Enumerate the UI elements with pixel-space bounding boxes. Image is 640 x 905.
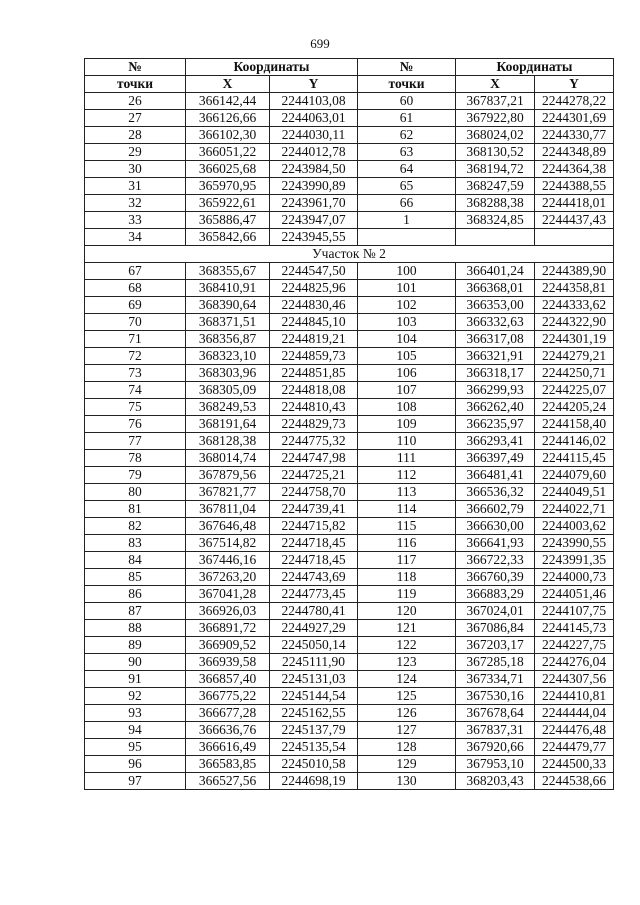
table-row <box>85 416 614 433</box>
y-left-cell: 2245144,54 <box>270 688 358 705</box>
y-right-cell: 2244279,21 <box>535 348 614 365</box>
y-left-cell: 2245135,54 <box>270 739 358 756</box>
x-right-cell: 366332,63 <box>456 314 535 331</box>
point-number-right-cell: 116 <box>358 535 456 552</box>
y-left-cell: 2245010,58 <box>270 756 358 773</box>
y-right-cell: 2244003,62 <box>535 518 614 535</box>
point-number-left-cell: 33 <box>85 212 186 229</box>
x-right-cell: 368130,52 <box>456 144 535 161</box>
point-number-left-cell: 69 <box>85 297 186 314</box>
x-left-cell: 366775,22 <box>186 688 270 705</box>
table-row <box>85 127 614 144</box>
point-label-right: точки <box>358 76 456 93</box>
x-right-cell <box>456 229 535 246</box>
x-right-cell: 367953,10 <box>456 756 535 773</box>
point-number-right-cell: 105 <box>358 348 456 365</box>
point-number-right-cell: 121 <box>358 620 456 637</box>
point-number-left-cell: 34 <box>85 229 186 246</box>
y-right-cell: 2244022,71 <box>535 501 614 518</box>
table-row <box>85 501 614 518</box>
y-right-cell: 2244479,77 <box>535 739 614 756</box>
point-number-right-cell: 62 <box>358 127 456 144</box>
y-left-cell: 2244829,73 <box>270 416 358 433</box>
table-row <box>85 518 614 535</box>
table-row <box>85 110 614 127</box>
point-number-right-cell: 115 <box>358 518 456 535</box>
x-left-cell: 367446,16 <box>186 552 270 569</box>
x-left-cell: 366677,28 <box>186 705 270 722</box>
y-left-cell: 2244773,45 <box>270 586 358 603</box>
y-right-cell: 2244301,69 <box>535 110 614 127</box>
x-right-cell: 367837,21 <box>456 93 535 110</box>
point-number-right-cell: 117 <box>358 552 456 569</box>
point-number-right-cell: 112 <box>358 467 456 484</box>
point-number-left-cell: 81 <box>85 501 186 518</box>
point-number-left-cell: 96 <box>85 756 186 773</box>
table-row <box>85 178 614 195</box>
point-number-left-cell: 76 <box>85 416 186 433</box>
y-right-cell: 2244538,66 <box>535 773 614 790</box>
y-right-cell: 2244476,48 <box>535 722 614 739</box>
point-number-left-cell: 32 <box>85 195 186 212</box>
x-right-cell: 367086,84 <box>456 620 535 637</box>
point-number-left-cell: 26 <box>85 93 186 110</box>
y-left-cell: 2245111,90 <box>270 654 358 671</box>
x-right-cell: 366630,00 <box>456 518 535 535</box>
point-label-left: точки <box>85 76 186 93</box>
x-right-cell: 366293,41 <box>456 433 535 450</box>
point-number-header-right: № <box>358 59 456 76</box>
y-right-cell: 2244146,02 <box>535 433 614 450</box>
table-row <box>85 382 614 399</box>
table-row <box>85 93 614 110</box>
point-number-right-cell: 129 <box>358 756 456 773</box>
point-number-right-cell <box>358 229 456 246</box>
y-right-cell: 2244358,81 <box>535 280 614 297</box>
y-left-cell: 2243984,50 <box>270 161 358 178</box>
y-right-cell: 2244079,60 <box>535 467 614 484</box>
coordinates-header-right: Координаты <box>456 59 614 76</box>
y-left-cell: 2244739,41 <box>270 501 358 518</box>
point-number-right-cell: 102 <box>358 297 456 314</box>
point-number-left-cell: 82 <box>85 518 186 535</box>
x-left-cell: 366891,72 <box>186 620 270 637</box>
y-left-cell: 2244718,45 <box>270 535 358 552</box>
y-left-cell: 2243961,70 <box>270 195 358 212</box>
point-number-left-cell: 28 <box>85 127 186 144</box>
y-left-cell: 2245137,79 <box>270 722 358 739</box>
x-left-cell: 366616,49 <box>186 739 270 756</box>
table-row <box>85 263 614 280</box>
point-number-right-cell: 125 <box>358 688 456 705</box>
table-row <box>85 348 614 365</box>
x-left-cell: 368249,53 <box>186 399 270 416</box>
y-left-cell: 2243945,55 <box>270 229 358 246</box>
y-right-cell: 2244278,22 <box>535 93 614 110</box>
point-number-right-cell: 60 <box>358 93 456 110</box>
x-right-cell: 368324,85 <box>456 212 535 229</box>
point-number-left-cell: 95 <box>85 739 186 756</box>
x-right-cell: 367837,31 <box>456 722 535 739</box>
point-number-right-cell: 127 <box>358 722 456 739</box>
x-left-cell: 368014,74 <box>186 450 270 467</box>
point-number-left-cell: 92 <box>85 688 186 705</box>
x-right-cell: 366481,41 <box>456 467 535 484</box>
x-left-cell: 366583,85 <box>186 756 270 773</box>
x-left-cell: 368371,51 <box>186 314 270 331</box>
x-right-cell: 367334,71 <box>456 671 535 688</box>
x-left-cell: 365886,47 <box>186 212 270 229</box>
y-right-cell: 2244145,73 <box>535 620 614 637</box>
x-right-cell: 367530,16 <box>456 688 535 705</box>
x-left-cell: 366926,03 <box>186 603 270 620</box>
x-left-cell: 368390,64 <box>186 297 270 314</box>
table-row <box>85 484 614 501</box>
point-number-right-cell: 65 <box>358 178 456 195</box>
x-left-cell: 367646,48 <box>186 518 270 535</box>
x-left-cell: 366939,58 <box>186 654 270 671</box>
x-right-cell: 368024,02 <box>456 127 535 144</box>
y-right-cell: 2243991,35 <box>535 552 614 569</box>
point-number-right-cell: 64 <box>358 161 456 178</box>
table-row <box>85 161 614 178</box>
point-number-left-cell: 75 <box>85 399 186 416</box>
point-number-left-cell: 70 <box>85 314 186 331</box>
y-left-cell: 2244818,08 <box>270 382 358 399</box>
table-row <box>85 586 614 603</box>
point-number-left-cell: 78 <box>85 450 186 467</box>
y-right-cell: 2244107,75 <box>535 603 614 620</box>
point-number-left-cell: 31 <box>85 178 186 195</box>
x-left-cell: 366102,30 <box>186 127 270 144</box>
y-left-cell: 2244758,70 <box>270 484 358 501</box>
y-header-right: Y <box>535 76 614 93</box>
y-header-left: Y <box>270 76 358 93</box>
y-left-cell: 2244030,11 <box>270 127 358 144</box>
x-right-cell: 366602,79 <box>456 501 535 518</box>
x-left-cell: 366636,76 <box>186 722 270 739</box>
y-left-cell: 2244819,21 <box>270 331 358 348</box>
y-right-cell: 2244250,71 <box>535 365 614 382</box>
table-row <box>85 195 614 212</box>
y-right-cell: 2244418,01 <box>535 195 614 212</box>
table-row <box>85 331 614 348</box>
point-number-right-cell: 126 <box>358 705 456 722</box>
y-left-cell: 2245050,14 <box>270 637 358 654</box>
point-number-left-cell: 73 <box>85 365 186 382</box>
point-number-header-left: № <box>85 59 186 76</box>
y-left-cell: 2244845,10 <box>270 314 358 331</box>
y-right-cell: 2244049,51 <box>535 484 614 501</box>
x-right-cell: 367920,66 <box>456 739 535 756</box>
x-left-cell: 368355,67 <box>186 263 270 280</box>
y-left-cell: 2244698,19 <box>270 773 358 790</box>
x-left-cell: 366909,52 <box>186 637 270 654</box>
y-left-cell: 2244927,29 <box>270 620 358 637</box>
y-right-cell: 2244158,40 <box>535 416 614 433</box>
y-left-cell: 2244063,01 <box>270 110 358 127</box>
table-row <box>85 569 614 586</box>
table-row <box>85 688 614 705</box>
y-left-cell: 2244547,50 <box>270 263 358 280</box>
point-number-right-cell: 103 <box>358 314 456 331</box>
coordinates-table <box>84 58 614 790</box>
y-right-cell: 2244364,38 <box>535 161 614 178</box>
point-number-left-cell: 84 <box>85 552 186 569</box>
y-right-cell: 2244437,43 <box>535 212 614 229</box>
table-row <box>85 280 614 297</box>
point-number-left-cell: 89 <box>85 637 186 654</box>
y-right-cell: 2244333,62 <box>535 297 614 314</box>
point-number-right-cell: 123 <box>358 654 456 671</box>
y-right-cell: 2244348,89 <box>535 144 614 161</box>
x-right-cell: 368247,59 <box>456 178 535 195</box>
x-right-cell: 367678,64 <box>456 705 535 722</box>
x-left-cell: 365970,95 <box>186 178 270 195</box>
x-left-cell: 367811,04 <box>186 501 270 518</box>
point-number-left-cell: 91 <box>85 671 186 688</box>
point-number-right-cell: 119 <box>358 586 456 603</box>
y-right-cell: 2244301,19 <box>535 331 614 348</box>
point-number-right-cell: 130 <box>358 773 456 790</box>
header-row-sub <box>85 76 614 93</box>
y-left-cell: 2244830,46 <box>270 297 358 314</box>
table-row <box>85 756 614 773</box>
table-row <box>85 671 614 688</box>
point-number-left-cell: 74 <box>85 382 186 399</box>
x-right-cell: 366641,93 <box>456 535 535 552</box>
x-right-cell: 366722,33 <box>456 552 535 569</box>
page-number: 699 <box>310 36 330 51</box>
x-right-cell: 367285,18 <box>456 654 535 671</box>
y-left-cell: 2244725,21 <box>270 467 358 484</box>
x-left-cell: 367879,56 <box>186 467 270 484</box>
table-row <box>85 399 614 416</box>
x-left-cell: 366527,56 <box>186 773 270 790</box>
point-number-right-cell: 1 <box>358 212 456 229</box>
point-number-right-cell: 109 <box>358 416 456 433</box>
x-left-cell: 365842,66 <box>186 229 270 246</box>
y-right-cell: 2244115,45 <box>535 450 614 467</box>
y-left-cell: 2244103,08 <box>270 93 358 110</box>
coordinates-header-left: Координаты <box>186 59 358 76</box>
x-right-cell: 366299,93 <box>456 382 535 399</box>
x-header-right: X <box>456 76 535 93</box>
x-left-cell: 368410,91 <box>186 280 270 297</box>
point-number-left-cell: 94 <box>85 722 186 739</box>
point-number-right-cell: 61 <box>358 110 456 127</box>
x-left-cell: 368191,64 <box>186 416 270 433</box>
point-number-right-cell: 63 <box>358 144 456 161</box>
x-right-cell: 366353,00 <box>456 297 535 314</box>
table-row <box>85 144 614 161</box>
table-row <box>85 365 614 382</box>
point-number-left-cell: 90 <box>85 654 186 671</box>
x-right-cell: 368194,72 <box>456 161 535 178</box>
y-right-cell: 2244276,04 <box>535 654 614 671</box>
y-right-cell: 2244500,33 <box>535 756 614 773</box>
y-left-cell: 2244743,69 <box>270 569 358 586</box>
x-right-cell: 366317,08 <box>456 331 535 348</box>
section-title: Участок № 2 <box>85 246 614 263</box>
point-number-right-cell: 101 <box>358 280 456 297</box>
y-left-cell: 2244718,45 <box>270 552 358 569</box>
y-right-cell: 2244227,75 <box>535 637 614 654</box>
point-number-right-cell: 120 <box>358 603 456 620</box>
x-left-cell: 366857,40 <box>186 671 270 688</box>
point-number-right-cell: 122 <box>358 637 456 654</box>
point-number-left-cell: 68 <box>85 280 186 297</box>
x-right-cell: 366883,29 <box>456 586 535 603</box>
table-row <box>85 637 614 654</box>
y-right-cell: 2244205,24 <box>535 399 614 416</box>
y-right-cell: 2244330,77 <box>535 127 614 144</box>
table-row <box>85 297 614 314</box>
x-left-cell: 367263,20 <box>186 569 270 586</box>
x-right-cell: 366760,39 <box>456 569 535 586</box>
table-row <box>85 620 614 637</box>
point-number-right-cell: 110 <box>358 433 456 450</box>
point-number-right-cell: 66 <box>358 195 456 212</box>
x-right-cell: 366401,24 <box>456 263 535 280</box>
point-number-left-cell: 83 <box>85 535 186 552</box>
x-right-cell: 367203,17 <box>456 637 535 654</box>
point-number-right-cell: 124 <box>358 671 456 688</box>
point-number-left-cell: 72 <box>85 348 186 365</box>
point-number-left-cell: 30 <box>85 161 186 178</box>
table-body-part2 <box>85 263 614 790</box>
point-number-left-cell: 27 <box>85 110 186 127</box>
point-number-left-cell: 93 <box>85 705 186 722</box>
x-right-cell: 366536,32 <box>456 484 535 501</box>
point-number-left-cell: 79 <box>85 467 186 484</box>
table-row <box>85 739 614 756</box>
table-row <box>85 705 614 722</box>
table-row <box>85 654 614 671</box>
x-right-cell: 366262,40 <box>456 399 535 416</box>
point-number-left-cell: 80 <box>85 484 186 501</box>
x-header-left: X <box>186 76 270 93</box>
y-left-cell: 2244780,41 <box>270 603 358 620</box>
point-number-right-cell: 118 <box>358 569 456 586</box>
table-row <box>85 722 614 739</box>
x-left-cell: 368128,38 <box>186 433 270 450</box>
y-right-cell: 2244444,04 <box>535 705 614 722</box>
x-left-cell: 367041,28 <box>186 586 270 603</box>
x-left-cell: 368303,96 <box>186 365 270 382</box>
x-right-cell: 366321,91 <box>456 348 535 365</box>
point-number-right-cell: 104 <box>358 331 456 348</box>
x-left-cell: 368323,10 <box>186 348 270 365</box>
x-left-cell: 368356,87 <box>186 331 270 348</box>
x-left-cell: 365922,61 <box>186 195 270 212</box>
x-right-cell: 368203,43 <box>456 773 535 790</box>
section-row <box>85 246 614 263</box>
y-left-cell: 2244747,98 <box>270 450 358 467</box>
y-left-cell: 2244851,85 <box>270 365 358 382</box>
y-left-cell: 2243947,07 <box>270 212 358 229</box>
x-left-cell: 367514,82 <box>186 535 270 552</box>
point-number-left-cell: 71 <box>85 331 186 348</box>
x-right-cell: 366397,49 <box>456 450 535 467</box>
x-right-cell: 366318,17 <box>456 365 535 382</box>
point-number-left-cell: 97 <box>85 773 186 790</box>
table-row <box>85 603 614 620</box>
point-number-right-cell: 100 <box>358 263 456 280</box>
table-row <box>85 450 614 467</box>
y-right-cell: 2243990,55 <box>535 535 614 552</box>
point-number-right-cell: 114 <box>358 501 456 518</box>
x-right-cell: 367922,80 <box>456 110 535 127</box>
x-right-cell: 367024,01 <box>456 603 535 620</box>
point-number-left-cell: 29 <box>85 144 186 161</box>
point-number-left-cell: 77 <box>85 433 186 450</box>
y-left-cell: 2243990,89 <box>270 178 358 195</box>
y-right-cell: 2244051,46 <box>535 586 614 603</box>
x-right-cell: 366368,01 <box>456 280 535 297</box>
table-row <box>85 212 614 229</box>
y-right-cell: 2244388,55 <box>535 178 614 195</box>
y-right-cell: 2244307,56 <box>535 671 614 688</box>
section-heading-body <box>85 246 614 263</box>
y-left-cell: 2244012,78 <box>270 144 358 161</box>
x-left-cell: 366025,68 <box>186 161 270 178</box>
point-number-right-cell: 113 <box>358 484 456 501</box>
y-left-cell: 2244775,32 <box>270 433 358 450</box>
x-right-cell: 368288,38 <box>456 195 535 212</box>
table-row <box>85 773 614 790</box>
y-left-cell: 2245131,03 <box>270 671 358 688</box>
point-number-right-cell: 128 <box>358 739 456 756</box>
table-body-part1 <box>85 93 614 246</box>
table-row <box>85 535 614 552</box>
y-right-cell: 2244000,73 <box>535 569 614 586</box>
point-number-left-cell: 87 <box>85 603 186 620</box>
point-number-left-cell: 86 <box>85 586 186 603</box>
x-left-cell: 366126,66 <box>186 110 270 127</box>
x-left-cell: 368305,09 <box>186 382 270 399</box>
point-number-right-cell: 108 <box>358 399 456 416</box>
point-number-right-cell: 111 <box>358 450 456 467</box>
y-left-cell: 2244825,96 <box>270 280 358 297</box>
y-left-cell: 2244715,82 <box>270 518 358 535</box>
table-row <box>85 467 614 484</box>
x-left-cell: 367821,77 <box>186 484 270 501</box>
y-right-cell: 2244225,07 <box>535 382 614 399</box>
table-row <box>85 552 614 569</box>
y-left-cell: 2244810,43 <box>270 399 358 416</box>
y-right-cell: 2244389,90 <box>535 263 614 280</box>
table-row <box>85 229 614 246</box>
table-row <box>85 433 614 450</box>
x-left-cell: 366051,22 <box>186 144 270 161</box>
x-left-cell: 366142,44 <box>186 93 270 110</box>
y-right-cell <box>535 229 614 246</box>
y-right-cell: 2244322,90 <box>535 314 614 331</box>
point-number-left-cell: 88 <box>85 620 186 637</box>
point-number-right-cell: 106 <box>358 365 456 382</box>
x-right-cell: 366235,97 <box>456 416 535 433</box>
y-right-cell: 2244410,81 <box>535 688 614 705</box>
y-left-cell: 2245162,55 <box>270 705 358 722</box>
point-number-left-cell: 85 <box>85 569 186 586</box>
header-row-top <box>85 59 614 76</box>
y-left-cell: 2244859,73 <box>270 348 358 365</box>
point-number-left-cell: 67 <box>85 263 186 280</box>
table-row <box>85 314 614 331</box>
point-number-right-cell: 107 <box>358 382 456 399</box>
